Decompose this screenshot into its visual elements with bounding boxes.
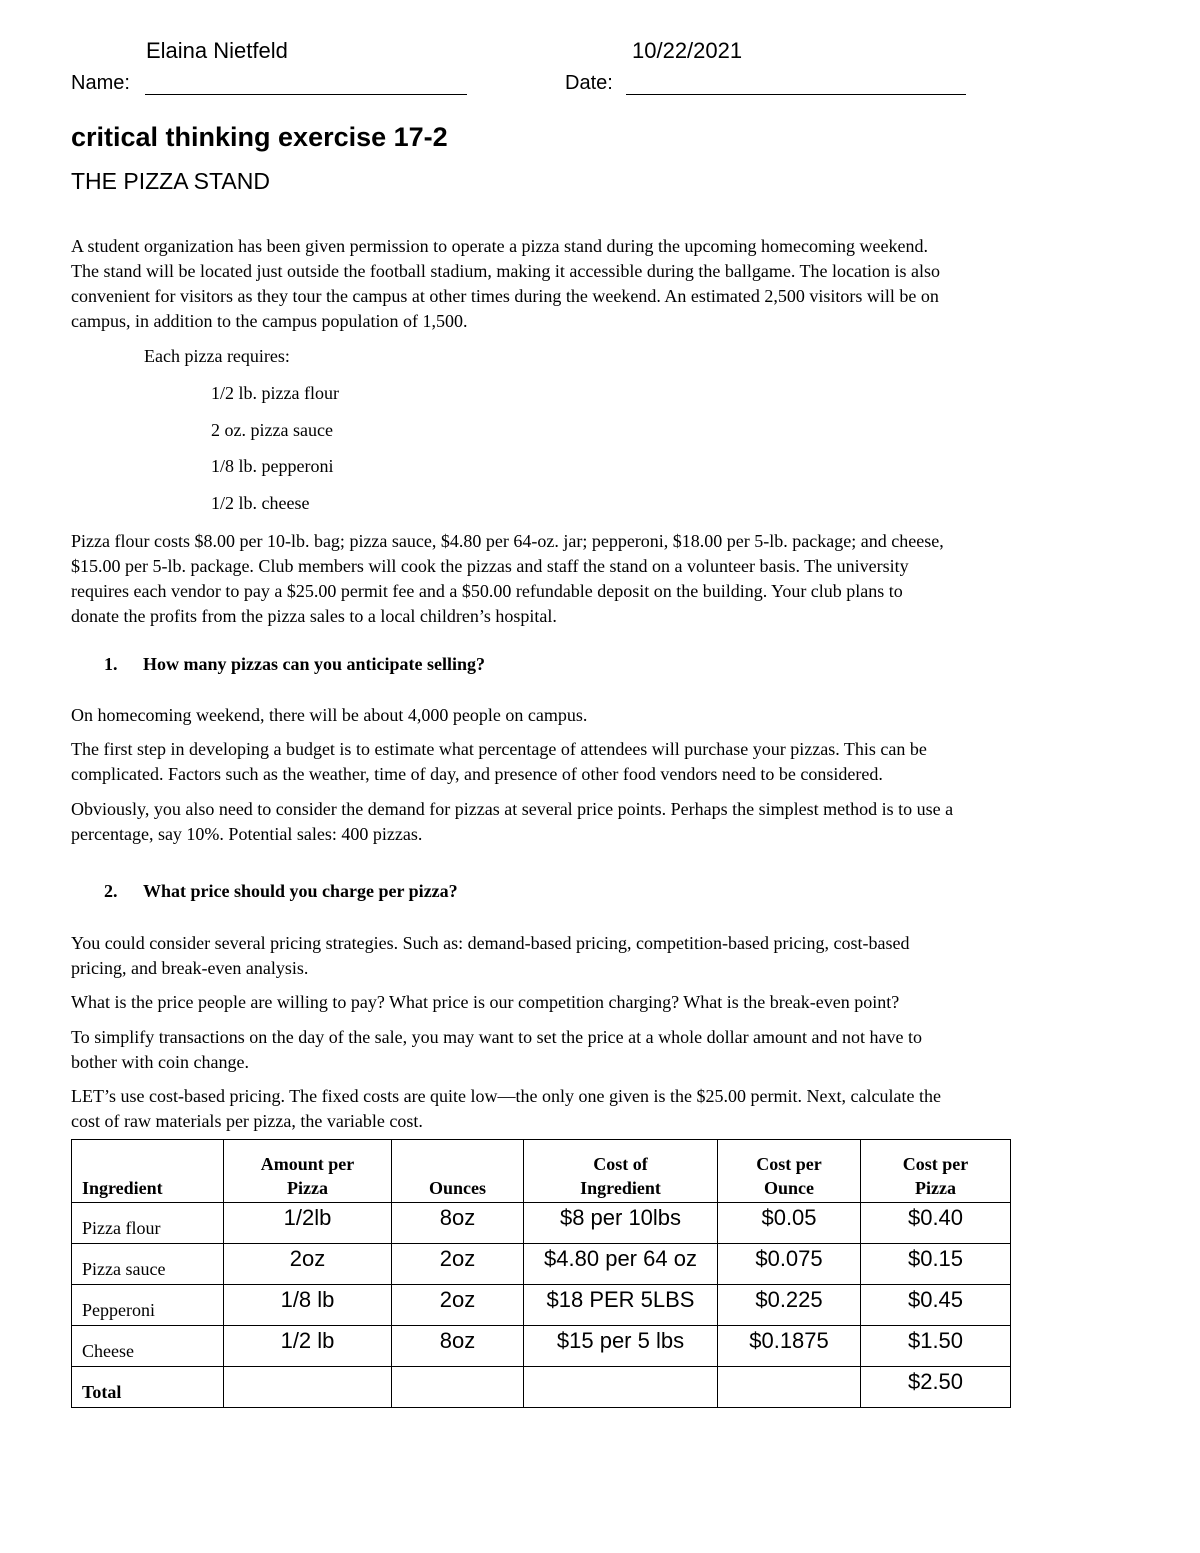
cell-ingredient: Cheese bbox=[72, 1326, 224, 1367]
table-row bbox=[72, 1244, 1011, 1285]
name-label: Name: bbox=[71, 72, 130, 94]
table-row bbox=[72, 1285, 1011, 1326]
intro-paragraph bbox=[71, 234, 1151, 334]
q2-p4-line: cost of raw materials per pizza, the variable cost. bbox=[71, 1111, 423, 1131]
header-ounces: Ounces bbox=[392, 1140, 524, 1203]
requirement-item: 1/8 lb. pepperoni bbox=[211, 456, 334, 476]
question-1-number: 1. bbox=[104, 654, 118, 674]
cell-cost-per-pizza: $0.40 bbox=[861, 1203, 1011, 1244]
q2-paragraph-2: What is the price people are willing to pay? What price is our competition charging? What is the break-even point? bbox=[71, 992, 900, 1012]
cell-cost-per-pizza: $0.45 bbox=[861, 1285, 1011, 1326]
question-2-number: 2. bbox=[104, 881, 118, 901]
table-row bbox=[72, 1326, 1011, 1367]
q2-p3-line: bother with coin change. bbox=[71, 1052, 249, 1072]
cell-amount: 1/2lb bbox=[224, 1203, 392, 1244]
cell-cost-per-ounce: $0.05 bbox=[718, 1203, 861, 1244]
table-header-row bbox=[72, 1140, 1011, 1203]
cell-cost: $8 per 10lbs bbox=[524, 1203, 718, 1244]
cell-empty bbox=[224, 1367, 392, 1408]
requirement-item: 1/2 lb. cheese bbox=[211, 493, 310, 513]
cell-ounces: 8oz bbox=[392, 1203, 524, 1244]
costs-line: requires each vendor to pay a $25.00 permit fee and a $50.00 refundable deposit on the building. Your club plans to bbox=[71, 581, 903, 601]
cell-empty bbox=[718, 1367, 861, 1408]
q1-paragraph-3 bbox=[71, 797, 1151, 847]
date-value: 10/22/2021 bbox=[632, 38, 743, 63]
ingredient-cost-table bbox=[71, 1139, 1011, 1408]
cell-cost-per-ounce: $0.075 bbox=[718, 1244, 861, 1285]
student-name-value: Elaina Nietfeld bbox=[146, 38, 288, 63]
header-cost-per-ounce: Cost per Ounce bbox=[718, 1140, 861, 1203]
date-label: Date: bbox=[565, 72, 613, 94]
header-ingredient: Ingredient bbox=[72, 1140, 224, 1203]
cell-cost-per-ounce: $0.1875 bbox=[718, 1326, 861, 1367]
table-total-row bbox=[72, 1367, 1011, 1408]
q1-p2-line: The first step in developing a budget is to estimate what percentage of attendees will purchase your pizzas. This can be bbox=[71, 739, 927, 759]
cell-ounces: 2oz bbox=[392, 1285, 524, 1326]
cell-total-label: Total bbox=[72, 1367, 224, 1408]
cell-empty bbox=[524, 1367, 718, 1408]
cell-amount: 1/8 lb bbox=[224, 1285, 392, 1326]
cell-cost-per-pizza: $1.50 bbox=[861, 1326, 1011, 1367]
cell-cost: $4.80 per 64 oz bbox=[524, 1244, 718, 1285]
cell-empty bbox=[392, 1367, 524, 1408]
q2-paragraph-1 bbox=[71, 931, 1151, 981]
costs-line: $15.00 per 5-lb. package. Club members will cook the pizzas and staff the stand on a volunteer basis. The university bbox=[71, 556, 909, 576]
date-field-line bbox=[626, 72, 966, 95]
q2-p1-line: You could consider several pricing strategies. Such as: demand-based pricing, competition-based pricing, cost-based bbox=[71, 933, 910, 953]
intro-line: A student organization has been given permission to operate a pizza stand during the upcoming homecoming weekend. bbox=[71, 236, 928, 256]
q2-p4-line: LET’s use cost-based pricing. The fixed costs are quite low—the only one given is the $25.00 permit. Next, calculate the bbox=[71, 1086, 941, 1106]
requirement-item: 1/2 lb. pizza flour bbox=[211, 383, 339, 403]
header-amount-per-pizza: Amount per Pizza bbox=[224, 1140, 392, 1203]
intro-line: convenient for visitors as they tour the campus at other times during the weekend. An estimated 2,500 visitors will be on bbox=[71, 286, 939, 306]
q2-p1-line: pricing, and break-even analysis. bbox=[71, 958, 309, 978]
costs-line: donate the profits from the pizza sales to a local children’s hospital. bbox=[71, 606, 557, 626]
cell-cost: $15 per 5 lbs bbox=[524, 1326, 718, 1367]
cell-ounces: 8oz bbox=[392, 1326, 524, 1367]
cell-total-value: $2.50 bbox=[861, 1367, 1011, 1408]
cell-amount: 2oz bbox=[224, 1244, 392, 1285]
q1-paragraph-2 bbox=[71, 737, 1151, 787]
costs-paragraph bbox=[71, 529, 1151, 629]
header-cost-of-ingredient: Cost of Ingredient bbox=[524, 1140, 718, 1203]
cell-cost-per-ounce: $0.225 bbox=[718, 1285, 861, 1326]
q1-p3-line: percentage, say 10%. Potential sales: 400 pizzas. bbox=[71, 824, 423, 844]
header-cost-per-pizza: Cost per Pizza bbox=[861, 1140, 1011, 1203]
intro-line: campus, in addition to the campus population of 1,500. bbox=[71, 311, 468, 331]
table-row bbox=[72, 1203, 1011, 1244]
intro-line: The stand will be located just outside the football stadium, making it accessible during the ballgame. The location is also bbox=[71, 261, 940, 281]
q1-paragraph-1: On homecoming weekend, there will be about 4,000 people on campus. bbox=[71, 705, 588, 725]
question-1-text: How many pizzas can you anticipate selling? bbox=[143, 654, 486, 674]
cell-ingredient: Pizza flour bbox=[72, 1203, 224, 1244]
cell-cost: $18 PER 5LBS bbox=[524, 1285, 718, 1326]
cell-cost-per-pizza: $0.15 bbox=[861, 1244, 1011, 1285]
q1-p3-line: Obviously, you also need to consider the demand for pizzas at several price points. Perhaps the simplest method is to use a bbox=[71, 799, 954, 819]
q2-paragraph-4 bbox=[71, 1084, 1151, 1134]
page-title: critical thinking exercise 17-2 bbox=[71, 122, 448, 152]
requirements-label: Each pizza requires: bbox=[144, 346, 290, 366]
q1-p2-line: complicated. Factors such as the weather, time of day, and presence of other food vendors need to be considered. bbox=[71, 764, 883, 784]
requirement-item: 2 oz. pizza sauce bbox=[211, 420, 333, 440]
cell-ingredient: Pepperoni bbox=[72, 1285, 224, 1326]
costs-line: Pizza flour costs $8.00 per 10-lb. bag; pizza sauce, $4.80 per 64-oz. jar; pepperoni, $18.00 per 5-lb. package; and cheese, bbox=[71, 531, 944, 551]
q2-p3-line: To simplify transactions on the day of the sale, you may want to set the price at a whole dollar amount and not have to bbox=[71, 1027, 923, 1047]
cell-amount: 1/2 lb bbox=[224, 1326, 392, 1367]
cell-ounces: 2oz bbox=[392, 1244, 524, 1285]
name-field-line bbox=[145, 72, 467, 95]
q2-paragraph-3 bbox=[71, 1025, 1151, 1075]
page-subtitle: THE PIZZA STAND bbox=[71, 168, 270, 194]
question-2-text: What price should you charge per pizza? bbox=[143, 881, 458, 901]
cell-ingredient: Pizza sauce bbox=[72, 1244, 224, 1285]
